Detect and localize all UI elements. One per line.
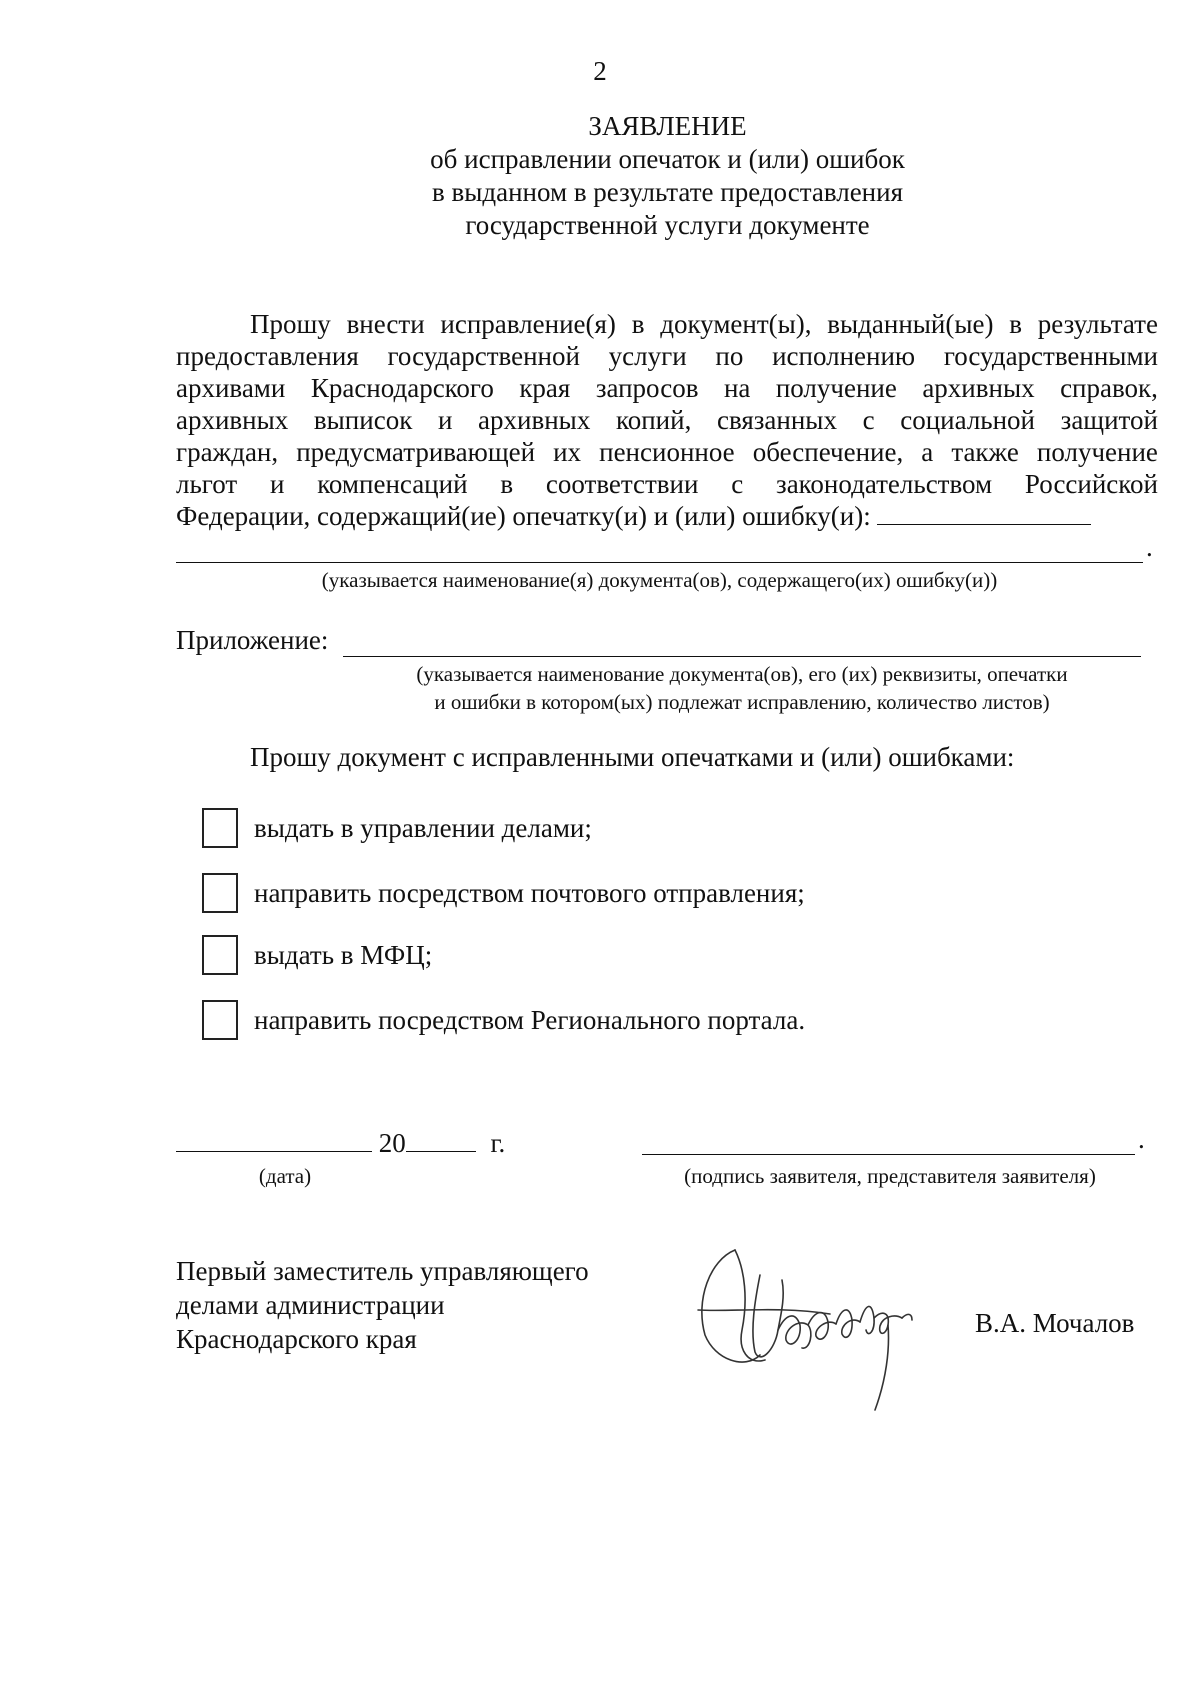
- attachment-field[interactable]: [343, 630, 1141, 657]
- paragraph-line-2: [176, 340, 1158, 372]
- attachment-hint-line-1: (указывается наименование документа(ов), его (их) реквизиты, опечатки: [416, 662, 1068, 686]
- paragraph-word: получение: [775, 373, 897, 403]
- paragraph-line-7-text: Федерации, содержащий(ие) опечатку(и) и (или) ошибку(и):: [176, 501, 871, 531]
- paragraph-word: соответствии: [545, 469, 699, 499]
- paragraph-line-1: [176, 308, 1158, 340]
- date-year-suffix: г.: [490, 1128, 506, 1158]
- paragraph-word: и: [437, 405, 453, 435]
- paragraph-word: архивных: [176, 405, 289, 435]
- paragraph-word: обеспечение,: [752, 437, 904, 467]
- paragraph-word: запросов: [595, 373, 699, 403]
- date-hint: (дата): [258, 1164, 312, 1188]
- paragraph-word: социальной: [900, 405, 1036, 435]
- paragraph-word: компенсаций: [317, 469, 468, 499]
- paragraph-word: законодательством: [776, 469, 993, 499]
- paragraph-word: и: [269, 469, 285, 499]
- official-position: [176, 1254, 589, 1356]
- paragraph-word: также: [951, 437, 1019, 467]
- checkbox[interactable]: [202, 1000, 238, 1040]
- paragraph-word: внести: [346, 309, 425, 339]
- attachment-hint-line-2: и ошибки в котором(ых) подлежат исправлению, количество листов): [434, 690, 1050, 714]
- delivery-option-portal[interactable]: [202, 998, 805, 1042]
- official-position-line-3: Краснодарского края: [176, 1324, 417, 1354]
- document-title: [300, 110, 1035, 242]
- signature-field-end: .: [1138, 1124, 1145, 1154]
- delivery-option-label: направить посредством почтового отправления;: [254, 877, 805, 908]
- official-position-line-2: делами администрации: [176, 1290, 445, 1320]
- delivery-option-post[interactable]: [202, 871, 805, 915]
- date-year-prefix: 20: [378, 1128, 406, 1158]
- paragraph-word: пенсионное: [599, 437, 735, 467]
- paragraph-line-6: [176, 468, 1158, 500]
- paragraph-word: по: [715, 341, 744, 371]
- paragraph-word: архивами: [176, 373, 286, 403]
- page-number: 2: [593, 56, 607, 86]
- document-name-hint: (указывается наименование(я) документа(ов), содержащего(их) ошибку(и)): [321, 568, 998, 592]
- paragraph-word: результате: [1037, 309, 1158, 339]
- paragraph-word: исправление(я): [440, 309, 616, 339]
- official-position-line-1: Первый заместитель управляющего: [176, 1256, 589, 1286]
- paragraph-word: услуги: [608, 341, 687, 371]
- paragraph-word: выданный(ые): [827, 309, 994, 339]
- attachment-label: Приложение:: [176, 625, 329, 655]
- document-name-field-start[interactable]: [877, 502, 1091, 525]
- paragraph-word: документ(ы),: [660, 309, 812, 339]
- paragraph-word: граждан,: [176, 437, 279, 467]
- document-name-field-end: .: [1146, 532, 1153, 562]
- paragraph-word: их: [553, 437, 582, 467]
- delivery-option-mfc[interactable]: [202, 933, 432, 977]
- paragraph-word: а: [921, 437, 934, 467]
- title-line-1: об исправлении опечаток и (или) ошибок: [430, 144, 905, 174]
- paragraph-line-3: [176, 372, 1158, 404]
- paragraph-word: Российской: [1024, 469, 1158, 499]
- signature-field[interactable]: [642, 1132, 1135, 1155]
- date-year-field[interactable]: [406, 1129, 476, 1152]
- paragraph-word: копий,: [615, 405, 692, 435]
- checkbox[interactable]: [202, 935, 238, 975]
- title-line-2: в выданном в результате предоставления: [431, 177, 903, 207]
- paragraph-word: льгот: [176, 469, 238, 499]
- paragraph-word: Прошу: [250, 309, 331, 339]
- paragraph-word: архивных: [922, 373, 1035, 403]
- date-field-row: [176, 1128, 505, 1159]
- paragraph-word: государственными: [943, 341, 1158, 371]
- paragraph-word: в: [500, 469, 514, 499]
- checkbox[interactable]: [202, 873, 238, 913]
- title-line-3: государственной услуги документе: [465, 210, 870, 240]
- paragraph-word: получение: [1036, 437, 1158, 467]
- checkbox[interactable]: [202, 808, 238, 848]
- paragraph-word: в: [1009, 309, 1023, 339]
- title-heading: ЗАЯВЛЕНИЕ: [588, 111, 747, 141]
- request-paragraph: [176, 308, 1158, 532]
- paragraph-word: выписок: [313, 405, 413, 435]
- paragraph-line-4: [176, 404, 1158, 436]
- paragraph-word: с: [862, 405, 875, 435]
- delivery-option-label: выдать в МФЦ;: [254, 939, 433, 970]
- attachment-hint: [343, 660, 1141, 716]
- paragraph-word: предусматривающей: [296, 437, 536, 467]
- paragraph-line-5: [176, 436, 1158, 468]
- signature-hint: (подпись заявителя, представителя заявителя): [684, 1164, 1096, 1188]
- paragraph-word: предоставления: [176, 341, 359, 371]
- paragraph-word: края: [519, 373, 571, 403]
- handwritten-signature: [690, 1240, 970, 1425]
- paragraph-word: исполнению: [772, 341, 916, 371]
- paragraph-word: с: [731, 469, 744, 499]
- paragraph-word: архивных: [478, 405, 591, 435]
- paragraph-word: связанных: [716, 405, 837, 435]
- paragraph-word: в: [631, 309, 645, 339]
- paragraph-word: Краснодарского: [310, 373, 494, 403]
- paragraph-word: государственной: [387, 341, 580, 371]
- paragraph-word: справок,: [1060, 373, 1158, 403]
- delivery-option-label: выдать в управлении делами;: [254, 812, 592, 843]
- delivery-option-office[interactable]: [202, 806, 592, 850]
- official-name: В.А. Мочалов: [975, 1308, 1135, 1338]
- delivery-prompt: Прошу документ с исправленными опечатками и (или) ошибками:: [250, 742, 1015, 772]
- paragraph-line-7: [176, 500, 1158, 532]
- delivery-option-label: направить посредством Регионального портала.: [254, 1004, 806, 1035]
- document-name-field[interactable]: [176, 540, 1143, 563]
- date-day-month-field[interactable]: [176, 1129, 372, 1152]
- paragraph-word: защитой: [1060, 405, 1158, 435]
- paragraph-word: на: [723, 373, 751, 403]
